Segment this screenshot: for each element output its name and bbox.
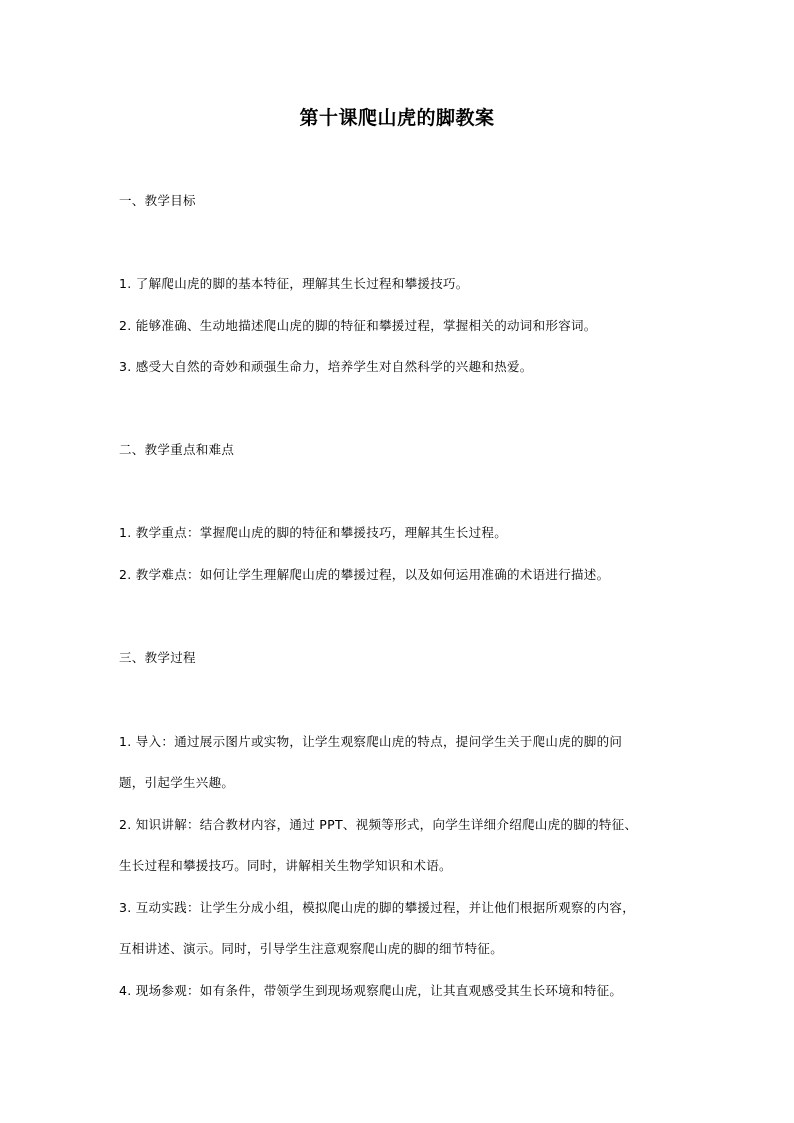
process-line-3: 2. 知识讲解：结合教材内容，通过 PPT、视频等形式，向学生详细介绍爬山虎的脚的特征、 bbox=[119, 817, 638, 832]
goal-item-2: 2. 能够准确、生动地描述爬山虎的脚的特征和攀援过程，掌握相关的动词和形容词。 bbox=[119, 318, 597, 333]
process-line-7: 4. 现场参观：如有条件，带领学生到现场观察爬山虎，让其直观感受其生长环境和特征。 bbox=[119, 983, 623, 998]
process-line-6: 互相讲述、演示。同时，引导学生注意观察爬山虎的脚的细节特征。 bbox=[119, 941, 504, 956]
key-point-item-2: 2. 教学难点：如何让学生理解爬山虎的攀援过程，以及如何运用准确的术语进行描述。 bbox=[119, 567, 610, 582]
key-point-item-1: 1. 教学重点：掌握爬山虎的脚的特征和攀援技巧，理解其生长过程。 bbox=[119, 525, 508, 540]
document-title: 第十课爬山虎的脚教案 bbox=[299, 107, 495, 129]
process-line-4: 生长过程和攀援技巧。同时，讲解相关生物学知识和术语。 bbox=[119, 858, 452, 873]
process-line-2: 题，引起学生兴趣。 bbox=[119, 775, 235, 790]
section-heading-key-points: 二、教学重点和难点 bbox=[119, 442, 235, 457]
section-heading-goals: 一、教学目标 bbox=[119, 193, 196, 208]
goal-item-1: 1. 了解爬山虎的脚的基本特征，理解其生长过程和攀援技巧。 bbox=[119, 276, 469, 291]
goal-item-3: 3. 感受大自然的奇妙和顽强生命力，培养学生对自然科学的兴趣和热爱。 bbox=[119, 359, 533, 374]
process-line-5: 3. 互动实践：让学生分成小组，模拟爬山虎的脚的攀援过程，并让他们根据所观察的内容， bbox=[119, 900, 636, 915]
section-heading-process: 三、教学过程 bbox=[119, 650, 196, 665]
process-line-1: 1. 导入：通过展示图片或实物，让学生观察爬山虎的特点，提问学生关于爬山虎的脚的问 bbox=[119, 734, 623, 749]
